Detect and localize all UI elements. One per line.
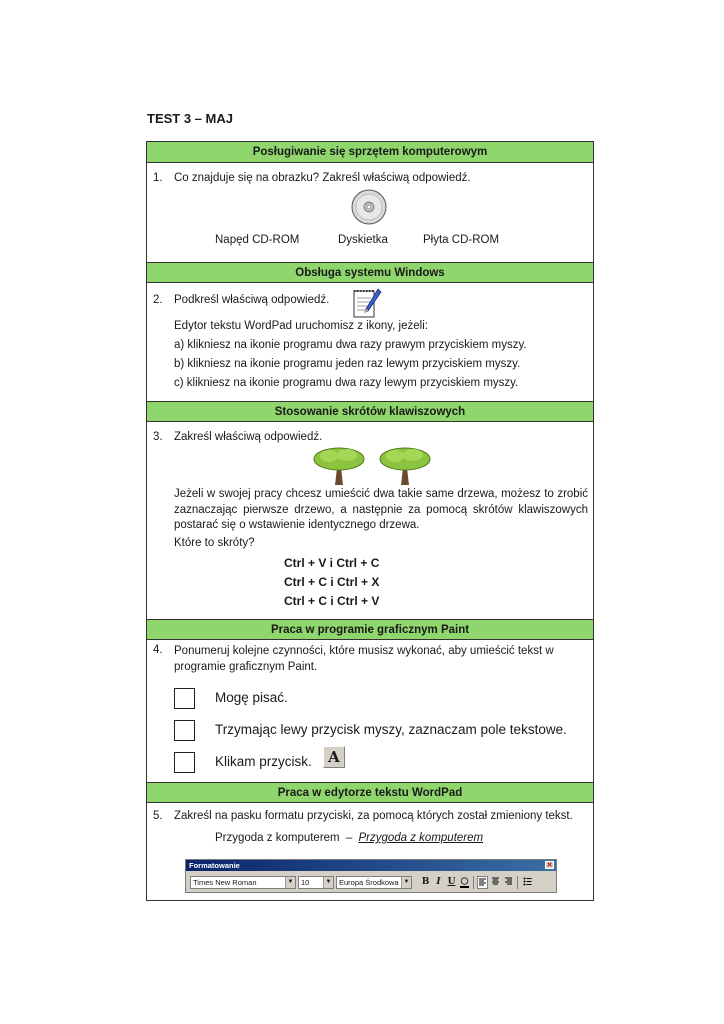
answer-option[interactable]: a) klikniesz na ikonie programu dwa razy prawym przyciskiem myszy. <box>174 339 527 351</box>
script-select[interactable] <box>336 876 412 889</box>
size-select[interactable] <box>298 876 334 889</box>
close-icon[interactable]: ✕ <box>546 862 553 869</box>
answer-option[interactable]: Napęd CD-ROM <box>215 234 300 246</box>
cd-disc-icon <box>351 189 387 225</box>
align-left-icon[interactable] <box>477 876 488 889</box>
toolbar-divider <box>517 876 518 889</box>
test-table <box>146 141 594 901</box>
section-header: Stosowanie skrótów klawiszowych <box>147 401 593 422</box>
question-number: 2. <box>153 294 163 306</box>
question-text: Ponumeruj kolejne czynności, które musisz wykonać, aby umieścić tekst w programie graficznym Paint. <box>174 645 554 673</box>
question-body: Jeżeli w swojej pracy chcesz umieścić dwa takie same drzewa, możesz to zrobić zaznaczając pierwsze drzewo, a następnie za pomocą skrótów klawiszowych postarać się o wstawienie identycznego drzewa. <box>174 488 588 531</box>
chevron-down-icon[interactable]: ▼ <box>323 877 333 888</box>
question-subquestion: Które to skróty? <box>174 537 255 549</box>
align-right-icon[interactable] <box>503 876 514 889</box>
page-title: TEST 3 – MAJ <box>147 111 233 126</box>
tree-icon <box>377 446 433 486</box>
font-value: Times New Roman <box>193 878 257 887</box>
section-header: Posługiwanie się sprzętem komputerowym <box>147 142 593 163</box>
script-value: Europa Środkowa <box>339 878 399 887</box>
step-text: Trzymając lewy przycisk myszy, zaznaczam pole tekstowe. <box>215 722 567 737</box>
align-center-icon[interactable] <box>490 876 501 889</box>
wordpad-notepad-icon <box>352 287 382 319</box>
bold-button[interactable]: B <box>421 877 430 887</box>
answer-option[interactable]: Dyskietka <box>338 234 388 246</box>
answer-option[interactable]: b) klikniesz na ikonie programu jeden raz lewym przyciskiem myszy. <box>174 358 521 370</box>
section-header: Praca w programie graficznym Paint <box>147 619 593 640</box>
order-box[interactable] <box>174 688 195 709</box>
question-text: Zakreśl właściwą odpowiedź. <box>174 431 323 443</box>
example-plain: Przygoda z komputerem <box>215 832 340 844</box>
answer-option[interactable]: Ctrl + C i Ctrl + X <box>284 575 380 589</box>
chevron-down-icon[interactable]: ▼ <box>285 877 295 888</box>
chevron-down-icon[interactable]: ▼ <box>401 877 411 888</box>
italic-button[interactable]: I <box>436 877 441 887</box>
answer-option[interactable]: Ctrl + C i Ctrl + V <box>284 594 380 608</box>
order-box[interactable] <box>174 752 195 773</box>
bullets-icon[interactable] <box>522 876 533 889</box>
question-text: Zakreśl na pasku formatu przyciski, za pomocą których został zmieniony tekst. <box>174 810 573 822</box>
question-number: 3. <box>153 431 163 443</box>
question-number: 4. <box>153 644 163 656</box>
question-intro: Edytor tekstu WordPad uruchomisz z ikony, jeżeli: <box>174 320 428 332</box>
font-select[interactable] <box>190 876 296 889</box>
color-icon[interactable] <box>459 876 470 889</box>
section-header: Obsługa systemu Windows <box>147 262 593 283</box>
question-text: Podkreśl właściwą odpowiedź. <box>174 294 330 306</box>
underline-button[interactable]: U <box>447 877 456 887</box>
size-value: 10 <box>301 878 310 887</box>
section-header: Praca w edytorze tekstu WordPad <box>147 782 593 803</box>
example-dash: – <box>345 832 353 844</box>
question-text: Co znajduje się na obrazku? Zakreśl właściwą odpowiedź. <box>174 172 471 184</box>
answer-option[interactable]: Płyta CD-ROM <box>423 234 500 246</box>
answer-option[interactable]: c) klikniesz na ikonie programu dwa razy lewym przyciskiem myszy. <box>174 377 519 389</box>
step-text: Klikam przycisk. <box>215 754 312 769</box>
example-text-plain <box>215 832 483 844</box>
toolbar-title-text: Formatowanie <box>189 861 240 870</box>
step-text: Mogę pisać. <box>215 690 288 705</box>
tree-icon <box>311 446 367 486</box>
order-box[interactable] <box>174 720 195 741</box>
paint-text-tool-icon: A <box>323 746 345 768</box>
example-styled: Przygoda z komputerem <box>358 832 484 844</box>
toolbar-title <box>186 860 556 871</box>
question-number: 1. <box>153 172 163 184</box>
question-number: 5. <box>153 810 163 822</box>
toolbar-divider <box>473 876 474 889</box>
formatting-toolbar <box>185 859 557 893</box>
answer-option[interactable]: Ctrl + V i Ctrl + C <box>284 556 380 570</box>
